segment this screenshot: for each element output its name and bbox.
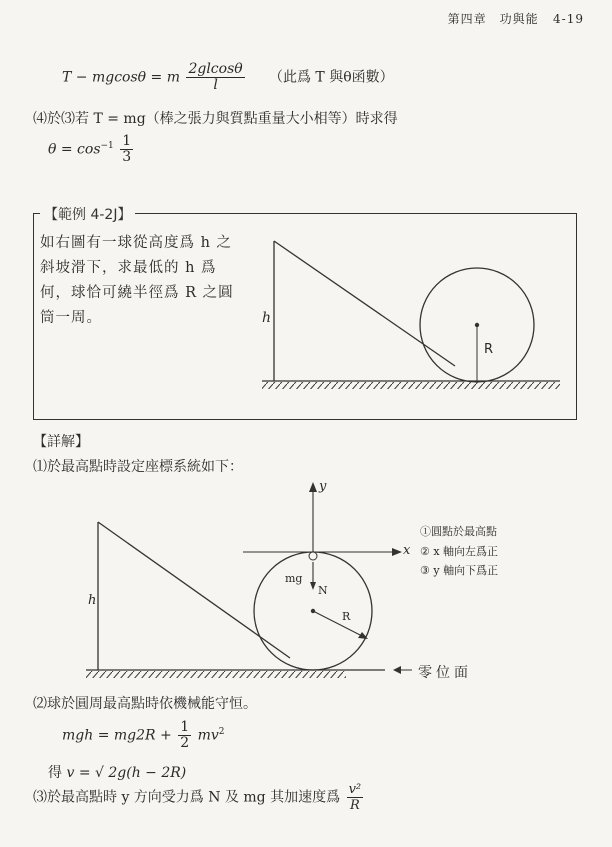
theta-denominator: 3 bbox=[122, 149, 132, 165]
y-axis-label: y bbox=[319, 479, 327, 494]
x-axis-arrowhead bbox=[392, 548, 402, 556]
velocity-prefix: 得 bbox=[48, 765, 62, 781]
step3-numerator: v² bbox=[348, 782, 362, 797]
example-figure bbox=[262, 241, 560, 389]
mg-label: mg bbox=[285, 572, 303, 585]
example-line-2: 斜坡滑下，求最低的 h 爲 bbox=[40, 260, 217, 276]
example-line-3: 何，球恰可繞半徑爲 R 之圓 bbox=[40, 285, 234, 301]
step3-text: ⑶於最高點時 y 方向受力爲 N 及 mg 其加速度爲 bbox=[33, 789, 341, 806]
zero-level-arrowhead bbox=[393, 666, 401, 674]
x-axis-label: x bbox=[403, 543, 411, 558]
eq-note: （此爲 T 與θ函數） bbox=[268, 69, 394, 86]
theta-numerator: 1 bbox=[122, 133, 132, 149]
theta-lhs: θ = cos bbox=[48, 141, 101, 158]
example-title: 【範例 4-2J】 bbox=[40, 204, 135, 224]
sol-R-label: R bbox=[342, 610, 351, 623]
energy-rhs: mv bbox=[197, 727, 219, 744]
example-line-1: 如右圖有一球從高度爲 h 之 bbox=[40, 235, 233, 251]
solution-heading: 【詳解】 bbox=[33, 434, 89, 450]
step4-text: ⑷於⑶若 T = mg（棒之張力與質點重量大小相等）時求得 bbox=[33, 111, 398, 127]
example-h-label: h bbox=[262, 310, 272, 326]
solution-figure bbox=[86, 482, 412, 678]
ball-at-top bbox=[309, 552, 317, 560]
sol-radius-vector bbox=[313, 611, 366, 638]
incline-slope bbox=[274, 241, 455, 366]
solution-step3 bbox=[33, 782, 365, 813]
eq-denominator: l bbox=[213, 77, 218, 93]
sol-incline-slope bbox=[98, 522, 290, 658]
force-arrowhead bbox=[310, 582, 316, 590]
example-line-4: 筒一周。 bbox=[40, 310, 102, 326]
chapter-title: 第四章 功與能 bbox=[447, 12, 539, 26]
example-R-label: R bbox=[484, 342, 494, 357]
legend-item-3: ③ y 軸向下爲正 bbox=[420, 564, 499, 577]
y-axis-arrowhead bbox=[309, 482, 317, 492]
N-label: N bbox=[318, 584, 328, 597]
energy-numerator: 1 bbox=[180, 719, 190, 735]
legend-item-2: ② x 軸向左爲正 bbox=[420, 545, 499, 558]
ground-hatch bbox=[262, 382, 560, 389]
energy-equation: mgh = mg2R + $\frac{1}{2}$ $mv^2$ bbox=[62, 719, 225, 751]
sol-ground-hatch bbox=[86, 671, 346, 678]
legend-item-1: ①圓點於最高點 bbox=[420, 525, 497, 538]
step3-denominator: R bbox=[349, 798, 360, 813]
theta-exponent: −1 bbox=[100, 140, 114, 151]
eq-numerator: 2glcosθ bbox=[188, 61, 243, 77]
zero-level-label: 零位面 bbox=[418, 665, 472, 681]
energy-denominator: 2 bbox=[180, 735, 190, 751]
sol-h-label: h bbox=[88, 593, 97, 608]
eq-lhs: T − mgcosθ = m bbox=[62, 69, 180, 86]
velocity-result bbox=[48, 762, 186, 782]
solution-step1: ⑴於最高點時設定座標系統如下： bbox=[33, 459, 243, 475]
energy-lhs: mgh = mg2R + bbox=[62, 727, 172, 744]
solution-step2: ⑵球於圓周最高點時依機械能守恒。 bbox=[33, 696, 257, 712]
velocity-expression: v = √ 2g(h − 2R) bbox=[66, 765, 187, 781]
page-number: 4-19 bbox=[553, 12, 584, 26]
